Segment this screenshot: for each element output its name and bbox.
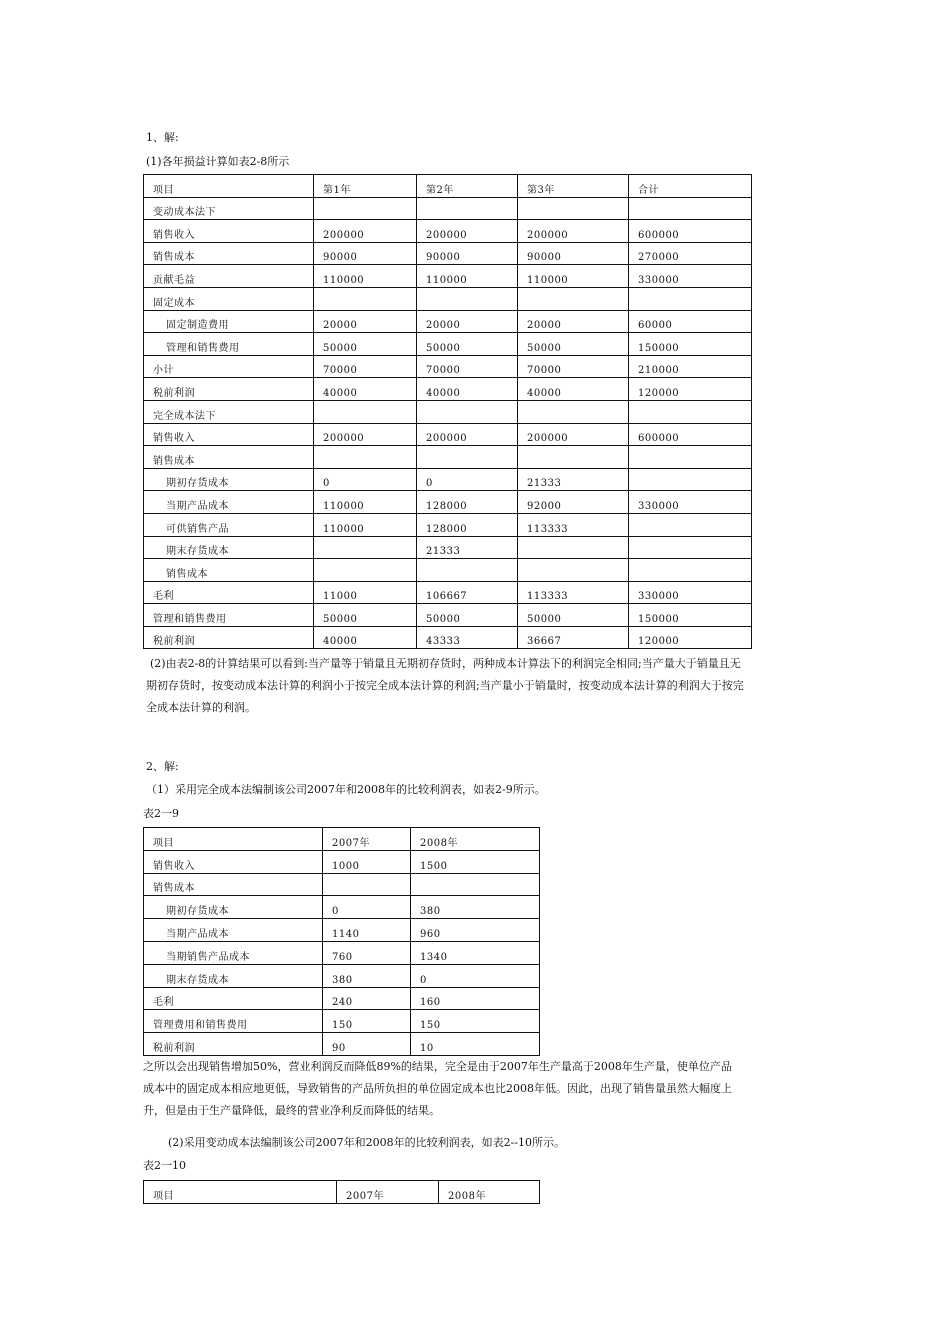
table-row — [144, 400, 752, 423]
value-cell: 330000 — [629, 581, 752, 604]
value-cell — [629, 197, 752, 220]
value-cell: 20000 — [518, 310, 629, 333]
header-cell: 项目 — [144, 1181, 337, 1204]
value-cell — [629, 559, 752, 582]
table-row — [144, 850, 540, 873]
table-row — [144, 355, 752, 378]
value-cell — [314, 287, 417, 310]
value-cell: 600000 — [629, 423, 752, 446]
value-cell: 270000 — [629, 242, 752, 265]
section-1-heading: 1、解: — [146, 131, 179, 144]
table-row — [144, 220, 752, 243]
row-label-cell: 期末存货成本 — [144, 536, 314, 559]
value-cell: 40000 — [417, 378, 518, 401]
section-2-intro-2: (2)采用变动成本法编制该公司2007年和2008年的比较利润表，如表2--10所示。 — [168, 1136, 565, 1149]
value-cell: 90 — [323, 1033, 411, 1056]
value-cell: 150000 — [629, 604, 752, 627]
row-label-cell: 税前利润 — [144, 626, 314, 649]
value-cell: 110000 — [314, 513, 417, 536]
value-cell: 43333 — [417, 626, 518, 649]
value-cell: 0 — [417, 468, 518, 491]
value-cell: 150000 — [629, 333, 752, 356]
value-cell: 50000 — [314, 604, 417, 627]
value-cell: 380 — [323, 964, 411, 987]
value-cell: 128000 — [417, 491, 518, 514]
table-row — [144, 310, 752, 333]
table-row — [144, 604, 752, 627]
value-cell — [518, 287, 629, 310]
value-cell: 0 — [411, 964, 540, 987]
value-cell: 210000 — [629, 355, 752, 378]
value-cell — [417, 400, 518, 423]
value-cell: 200000 — [417, 220, 518, 243]
table-2-8 — [143, 174, 752, 649]
row-label-cell: 税前利润 — [144, 1033, 323, 1056]
row-label-cell: 管理费用和销售费用 — [144, 1010, 323, 1033]
row-label-cell: 税前利润 — [144, 378, 314, 401]
header-cell: 第1年 — [314, 175, 417, 198]
value-cell: 70000 — [417, 355, 518, 378]
header-cell: 第3年 — [518, 175, 629, 198]
value-cell: 90000 — [314, 242, 417, 265]
table-header-row — [144, 1181, 540, 1204]
table-row — [144, 919, 540, 942]
value-cell: 20000 — [417, 310, 518, 333]
value-cell: 380 — [411, 896, 540, 919]
value-cell: 760 — [323, 941, 411, 964]
value-cell: 960 — [411, 919, 540, 942]
table-2-9-label: 表2一9 — [143, 807, 179, 820]
table-row — [144, 941, 540, 964]
header-cell: 第2年 — [417, 175, 518, 198]
row-label-cell: 销售成本 — [144, 242, 314, 265]
value-cell: 60000 — [629, 310, 752, 333]
value-cell — [314, 559, 417, 582]
value-cell: 330000 — [629, 265, 752, 288]
value-cell: 200000 — [518, 220, 629, 243]
value-cell — [314, 400, 417, 423]
value-cell: 330000 — [629, 491, 752, 514]
value-cell: 21333 — [417, 536, 518, 559]
value-cell: 600000 — [629, 220, 752, 243]
value-cell: 90000 — [518, 242, 629, 265]
value-cell: 20000 — [314, 310, 417, 333]
value-cell: 70000 — [314, 355, 417, 378]
table-row — [144, 626, 752, 649]
table-row — [144, 1033, 540, 1056]
table-header-row — [144, 828, 540, 851]
value-cell — [314, 536, 417, 559]
header-cell: 2008年 — [439, 1181, 540, 1204]
value-cell: 110000 — [417, 265, 518, 288]
value-cell — [417, 197, 518, 220]
table-row — [144, 536, 752, 559]
value-cell: 110000 — [314, 491, 417, 514]
value-cell: 36667 — [518, 626, 629, 649]
value-cell — [629, 446, 752, 469]
table-row — [144, 513, 752, 536]
section-2-intro: （1）采用完全成本法编制该公司2007年和2008年的比较利润表，如表2-9所示。 — [146, 783, 546, 796]
table-2-9 — [143, 827, 540, 1056]
value-cell: 200000 — [518, 423, 629, 446]
header-cell: 项目 — [144, 828, 323, 851]
row-label-cell: 销售收入 — [144, 850, 323, 873]
value-cell — [417, 446, 518, 469]
value-cell: 1500 — [411, 850, 540, 873]
value-cell: 120000 — [629, 378, 752, 401]
row-label-cell: 毛利 — [144, 987, 323, 1010]
row-label-cell: 当期销售产品成本 — [144, 941, 323, 964]
table-row — [144, 333, 752, 356]
value-cell — [629, 400, 752, 423]
table-row — [144, 287, 752, 310]
header-cell: 2007年 — [323, 828, 411, 851]
value-cell — [417, 287, 518, 310]
table-row — [144, 491, 752, 514]
value-cell — [518, 446, 629, 469]
row-label-cell: 管理和销售费用 — [144, 333, 314, 356]
value-cell: 10 — [411, 1033, 540, 1056]
value-cell: 21333 — [518, 468, 629, 491]
value-cell: 90000 — [417, 242, 518, 265]
value-cell — [629, 287, 752, 310]
row-label-cell: 完全成本法下 — [144, 400, 314, 423]
row-label-cell: 可供销售产品 — [144, 513, 314, 536]
row-label-cell: 贡献毛益 — [144, 265, 314, 288]
value-cell: 200000 — [314, 423, 417, 446]
row-label-cell: 当期产品成本 — [144, 919, 323, 942]
value-cell: 40000 — [314, 378, 417, 401]
value-cell: 128000 — [417, 513, 518, 536]
value-cell: 92000 — [518, 491, 629, 514]
value-cell: 50000 — [417, 604, 518, 627]
row-label-cell: 固定成本 — [144, 287, 314, 310]
value-cell — [314, 446, 417, 469]
value-cell: 50000 — [417, 333, 518, 356]
value-cell: 160 — [411, 987, 540, 1010]
row-label-cell: 当期产品成本 — [144, 491, 314, 514]
row-label-cell: 毛利 — [144, 581, 314, 604]
value-cell: 40000 — [518, 378, 629, 401]
value-cell: 40000 — [314, 626, 417, 649]
section-1-conclusion: (2)由表2-8的计算结果可以看到:当产量等于销量且无期初存货时，两种成本计算法下的利润完全相同;当产量大于销量且无期初存货时，按变动成本法计算的利润小于按完全成本法计算的利润;当产量小于销量时，按变动成本法计算的利润大于按完全成本法计算的利润。 — [146, 657, 744, 714]
value-cell: 110000 — [518, 265, 629, 288]
value-cell: 1140 — [323, 919, 411, 942]
value-cell: 70000 — [518, 355, 629, 378]
value-cell: 120000 — [629, 626, 752, 649]
row-label-cell: 销售成本 — [144, 873, 323, 896]
value-cell — [629, 536, 752, 559]
table-row — [144, 378, 752, 401]
value-cell: 200000 — [417, 423, 518, 446]
table-row — [144, 468, 752, 491]
header-cell: 项目 — [144, 175, 314, 198]
table-row — [144, 197, 752, 220]
value-cell: 50000 — [314, 333, 417, 356]
value-cell: 106667 — [417, 581, 518, 604]
table-2-10 — [143, 1180, 540, 1204]
value-cell: 50000 — [518, 333, 629, 356]
value-cell: 150 — [323, 1010, 411, 1033]
table-row — [144, 987, 540, 1010]
value-cell: 113333 — [518, 513, 629, 536]
value-cell — [314, 197, 417, 220]
value-cell — [518, 536, 629, 559]
value-cell — [323, 873, 411, 896]
value-cell — [518, 559, 629, 582]
table-row — [144, 423, 752, 446]
value-cell — [417, 559, 518, 582]
value-cell: 1000 — [323, 850, 411, 873]
table-row — [144, 242, 752, 265]
row-label-cell: 销售收入 — [144, 220, 314, 243]
table-row — [144, 559, 752, 582]
table-row — [144, 1010, 540, 1033]
row-label-cell: 管理和销售费用 — [144, 604, 314, 627]
value-cell: 0 — [314, 468, 417, 491]
table-row — [144, 446, 752, 469]
row-label-cell: 销售收入 — [144, 423, 314, 446]
value-cell — [629, 468, 752, 491]
table-row — [144, 964, 540, 987]
value-cell — [411, 873, 540, 896]
value-cell — [518, 400, 629, 423]
table-row — [144, 873, 540, 896]
table-2-10-label: 表2一10 — [143, 1159, 186, 1172]
value-cell: 0 — [323, 896, 411, 919]
table-2-8-caption: (1)各年损益计算如表2-8所示 — [146, 155, 290, 168]
value-cell: 113333 — [518, 581, 629, 604]
value-cell: 50000 — [518, 604, 629, 627]
section-2-explanation: 之所以会出现销售增加50%，营业利润反而降低89%的结果，完全是由于2007年生产量高于2008年生产量，使单位产品成本中的固定成本相应地更低，导致销售的产品所负担的单位固定成本也比2008年低。因此，出现了销售量虽然大幅度上升，但是由于生产量降低，最终的营业净利反而降低的结果。 — [143, 1060, 732, 1117]
value-cell: 240 — [323, 987, 411, 1010]
row-label-cell: 期初存货成本 — [144, 896, 323, 919]
value-cell: 1340 — [411, 941, 540, 964]
table-row — [144, 896, 540, 919]
value-cell: 200000 — [314, 220, 417, 243]
row-label-cell: 固定制造费用 — [144, 310, 314, 333]
section-2-heading: 2、解: — [146, 760, 179, 773]
row-label-cell: 期初存货成本 — [144, 468, 314, 491]
header-cell: 2007年 — [337, 1181, 439, 1204]
header-cell: 2008年 — [411, 828, 540, 851]
row-label-cell: 期末存货成本 — [144, 964, 323, 987]
table-row — [144, 581, 752, 604]
row-label-cell: 销售成本 — [144, 559, 314, 582]
value-cell: 110000 — [314, 265, 417, 288]
row-label-cell: 销售成本 — [144, 446, 314, 469]
header-cell: 合计 — [629, 175, 752, 198]
row-label-cell: 变动成本法下 — [144, 197, 314, 220]
value-cell — [518, 197, 629, 220]
value-cell: 150 — [411, 1010, 540, 1033]
table-header-row — [144, 175, 752, 198]
table-row — [144, 265, 752, 288]
value-cell: 11000 — [314, 581, 417, 604]
row-label-cell: 小计 — [144, 355, 314, 378]
value-cell — [629, 513, 752, 536]
